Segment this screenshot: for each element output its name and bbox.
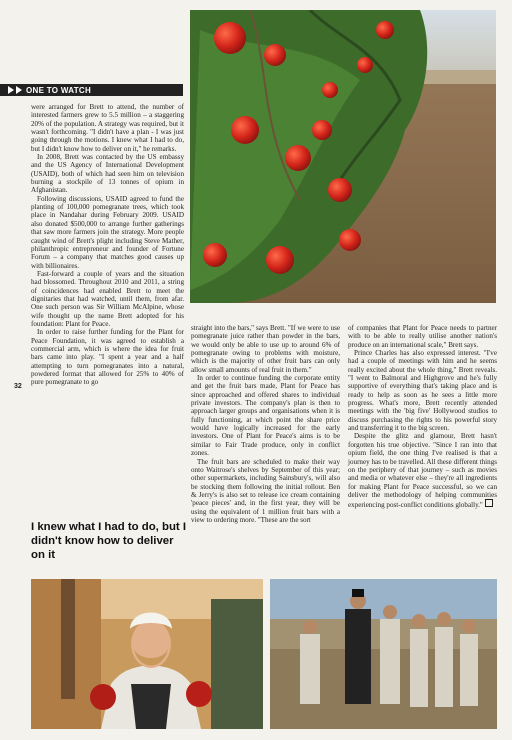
paragraph: of companies that Plant for Peace needs to partner with to be able to really utilise another nation's produce on an international scale," Brett says. (348, 324, 497, 349)
section-tag-label: ONE TO WATCH (26, 85, 92, 95)
paragraph: were arranged for Brett to attend, the number of interested farmers grew to 5.5 million – a staggering 20% of the population. A strategy was required, but it wasn't forthcoming. "I didn't have a plan - I was just going through the motions. I knew what I had to do, but I didn't know how to deliver on it," he remarks. (31, 103, 184, 153)
article-column-1 (31, 103, 184, 387)
paragraph: Prince Charles has also expressed interest. "I've had a couple of meetings with him and he seems really excited about the whole thing," Brett reveals. "I went to Balmoral and Highgrove and he's fully supportive of everything that's taking place and is ready to help as soon as he sees a little more progress. What's more, Brett recently attended meetings with the 'big five' Hollywood studios to discuss purchasing the rights to his powerful story and transferring it to the big screen. (348, 349, 497, 433)
paragraph: In 2008, Brett was contacted by the US embassy and the US Agency of International Development (USAID), both of which had seen him on television burning a stockpile of 13 tonnes of opium in Afghanistan. (31, 153, 184, 195)
end-mark-icon (485, 499, 493, 507)
section-tag (0, 84, 183, 96)
article-column-3 (348, 324, 497, 510)
paragraph: Following discussions, USAID agreed to fund the planting of 100,000 pomegranate trees, which took place in Nandahar during February 2009. USAID also donated $500,000 to arrange further gatherings that saw more farmers join the strategy. More people caught wind of Brett's plight including Steve Mather, philanthropic entrepreneur and founder of Fortune Forum – a company that matches good causes up with billionaires. (31, 194, 184, 270)
paragraph: In order to continue funding the corporate entity and get the fruit bars made, Plant for Peace has since approached and offered shares to individual private investors. The company's plan is then to approach larger groups and organisations when it is fully functioning, at which point the share price would have logically increased for the early investors. One of Plant for Peace's aims is to be similar to Fair Trade produce, only in conflict zones. (191, 374, 340, 458)
paragraph: straight into the bars," says Brett. "If we were to use pomegranate juice rather than powder in the bars, we would only be able to use up to around 6% of pomegranate owing to problems with moisture, which is the majority of other fruit bars can only allow small amounts of real fruit in them." (191, 324, 340, 374)
paragraph: In order to raise further funding for the Plant for Peace Foundation, it was agreed to establish a commercial arm, which is where the idea for fruit bars came into play. "I spent a year and a half attempting to turn pomegranates into a natural, powdered format that allowed for 25% to 40% of pure pomegranate to go (31, 328, 184, 387)
pull-quote: I knew what I had to do, but I didn't know how to deliver on it (31, 521, 187, 561)
pomegranate-tree-photo (190, 10, 496, 303)
paragraph: Fast-forward a couple of years and the situation had blossomed. Throughout 2010 and 2011, a string of coincidences had enabled Brett to meet the dignitaries that had watched, until them, from afar. One such person was Sir William McAlpine, whose wife thought up the name Brett adopted for his foundation: Plant for Peace. (31, 269, 184, 328)
arrow-icon (8, 86, 14, 94)
arrow-icon (16, 86, 22, 94)
man-with-pomegranates-photo (31, 579, 263, 729)
paragraph-text: Despite the glitz and glamour, Brett hasn't forgotten his true objective. "Since I ran into that opium field, the one thing I've realised is that a journey has to be travelled. All these different things on the periphery of that journey – such as movies and media or whatever else – they're all ingredients for making Plant for Peace successful, so we can deliver the methodology of helping communities experiencing post-conflict conditions globally." (348, 432, 497, 510)
article-column-2 (191, 324, 340, 524)
page-number: 32 (14, 383, 22, 390)
paragraph (348, 432, 497, 509)
group-in-field-photo (270, 579, 497, 729)
paragraph: The fruit bars are scheduled to make their way onto Waitrose's shelves by September of this year; other supermarkets, including Sainsbury's, will also be stocking them following the initial rollout. Ben & Jerry's is also set to release ice cream containing 'peace pieces' and, in the first year, they will be using the equivalent of 1 million fruit bars with a view to ordering more. "These are the sort (191, 457, 340, 524)
